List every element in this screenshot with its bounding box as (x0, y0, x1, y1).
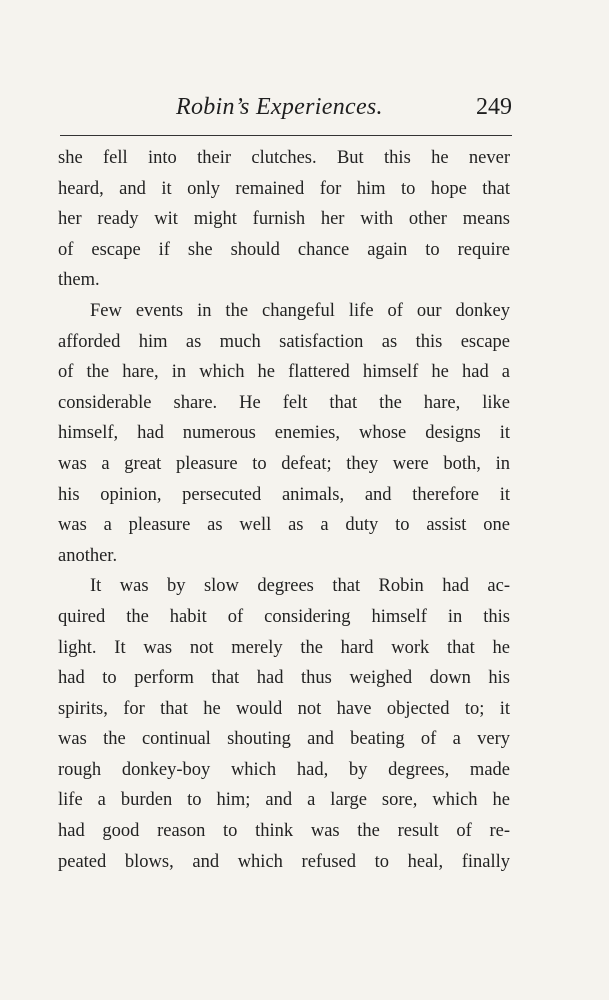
running-title: Robin’s Experiences. (176, 94, 383, 120)
text-line: them. (58, 270, 100, 291)
text-line: she fell into their clutches. But this he never (58, 148, 510, 168)
text-line: spirits, for that he would not have objected to; it (58, 698, 510, 719)
page-number: 249 (476, 94, 512, 120)
text-line: himself, had numerous enemies, whose designs it (58, 423, 510, 444)
text-line: of escape if she should chance again to require (58, 239, 510, 260)
text-line: peated blows, and which refused to heal, finally (58, 851, 510, 872)
text-line: afforded him as much satisfaction as this escape (58, 331, 510, 352)
text-line: light. It was not merely the hard work that he (58, 637, 510, 658)
text-line: was the continual shouting and beating of a very (58, 729, 510, 750)
text-line: was a great pleasure to defeat; they were both, in (58, 453, 510, 474)
text-line: considerable share. He felt that the hare, like (58, 392, 510, 413)
text-line: It was by slow degrees that Robin had ac- (90, 576, 510, 597)
text-line: heard, and it only remained for him to hope that (58, 178, 510, 199)
text-line: Few events in the changeful life of our donkey (90, 300, 510, 321)
text-line: was a pleasure as well as a duty to assist one (58, 515, 510, 536)
body-text (58, 143, 510, 877)
text-line: life a burden to him; and a large sore, which he (58, 790, 510, 811)
running-header (60, 90, 510, 130)
text-line: had to perform that had thus weighed down his (58, 668, 510, 689)
text-line: had good reason to think was the result of re- (58, 821, 510, 842)
header-rule (60, 135, 512, 136)
text-line: another. (58, 545, 118, 566)
text-line: his opinion, persecuted animals, and therefore it (58, 484, 510, 505)
text-line: quired the habit of considering himself in this (58, 606, 510, 627)
text-line: rough donkey-boy which had, by degrees, made (58, 759, 510, 780)
text-line: of the hare, in which he flattered himself he had a (58, 362, 510, 383)
text-line: her ready wit might furnish her with other means (58, 209, 510, 230)
